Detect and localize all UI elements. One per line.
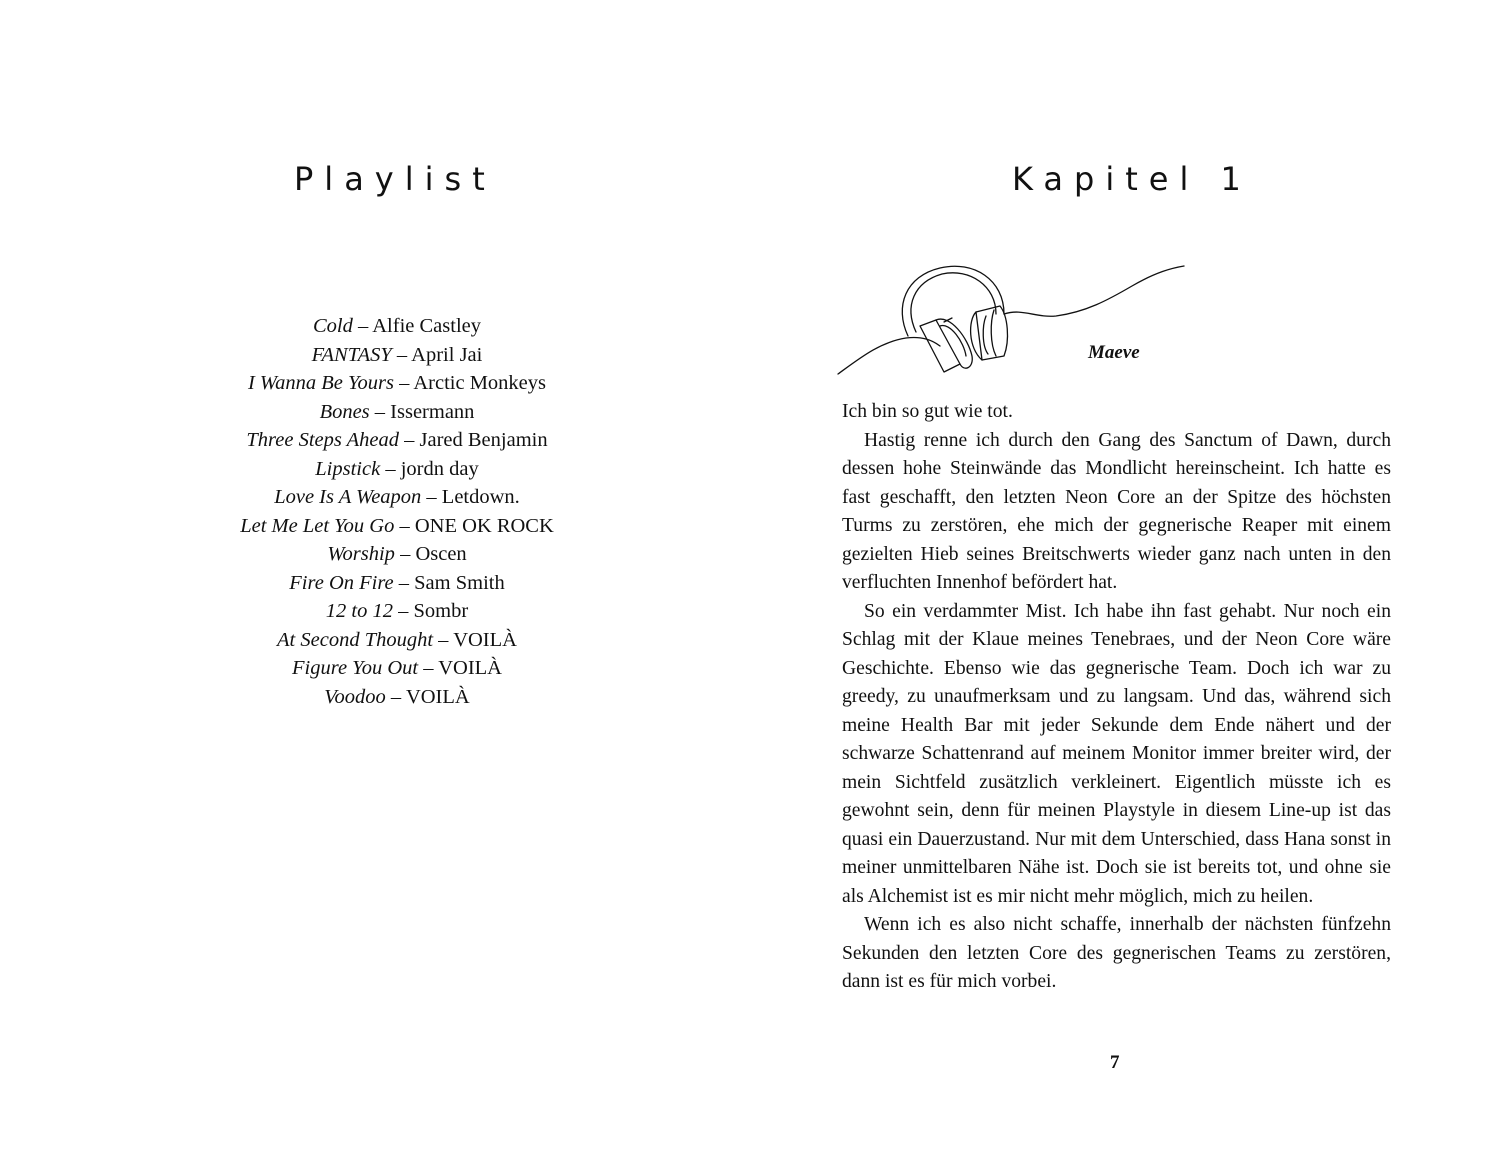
separator: – bbox=[393, 571, 415, 594]
separator: – bbox=[394, 514, 415, 537]
artist-name: Oscen bbox=[415, 543, 467, 565]
song-title: Voodoo bbox=[324, 685, 386, 708]
chapter-title: Kapitel 1 bbox=[1012, 160, 1252, 198]
playlist-item bbox=[90, 369, 704, 398]
separator: – bbox=[421, 486, 442, 508]
song-title: Three Steps Ahead bbox=[246, 429, 399, 451]
separator: – bbox=[393, 372, 414, 394]
playlist-item bbox=[90, 312, 704, 341]
song-title: Lipstick bbox=[315, 457, 381, 480]
chapter-body bbox=[842, 398, 1391, 997]
playlist-item bbox=[90, 398, 704, 427]
artist-name: Alfie Castley bbox=[372, 315, 481, 337]
song-title: Love Is A Weapon bbox=[274, 486, 422, 508]
paragraph: Hastig renne ich durch den Gang des Sanctum of Dawn, durch dessen hohe Steinwände das Mondlicht hereinscheint. Ich hatte es fast geschafft, den letzten Neon Core an der Spitze des höchsten Turms zu zerstören, ehe mich der gegnerische Reaper mit einem gezielten Hieb seines Breitschwerts wieder ganz nach unten in den verfluchten Innenhof befördert hat. bbox=[842, 429, 1391, 593]
artist-name: VOILÀ bbox=[453, 628, 517, 651]
playlist-item bbox=[90, 426, 704, 455]
paragraph: So ein verdammter Mist. Ich habe ihn fast gehabt. Nur noch ein Schlag mit der Klaue meines Tenebraes, und der Neon Core wäre Geschichte. Ebenso wie das gegnerische Team. Doch ich war zu greedy, zu unaufmerksam und zu langsam. Und das, während sich meine Health Bar mit jeder Sekunde dem Ende nähert und der schwarze Schattenrand auf meinem Monitor immer breiter wird, der mein Sichtfeld zusätzlich verkleinert. Eigentlich müsste ich es gewohnt sein, denn für meinen Playstyle in diesem Line-up ist das quasi ein Dauerzustand. Nur mit dem Unterschied, dass Hana sonst in meiner unmittelbaren Nähe ist. Doch sie ist bereits tot, und ohne sie als Alchemist ist es mir nicht mehr möglich, mich zu heilen. bbox=[842, 600, 1391, 907]
paragraph: Ich bin so gut wie tot. bbox=[842, 401, 1013, 422]
separator: – bbox=[391, 343, 412, 366]
playlist-item bbox=[90, 569, 704, 598]
playlist-item bbox=[90, 512, 704, 541]
artist-name: jordn day bbox=[400, 457, 479, 480]
playlist-item bbox=[90, 597, 704, 626]
right-page bbox=[750, 0, 1500, 1167]
separator: – bbox=[352, 315, 373, 337]
separator: – bbox=[369, 400, 391, 423]
separator: – bbox=[433, 628, 454, 651]
pov-name: Maeve bbox=[1088, 342, 1140, 363]
song-title: Fire On Fire bbox=[289, 571, 394, 594]
separator: – bbox=[394, 543, 416, 565]
separator: – bbox=[418, 657, 439, 679]
artist-name: VOILÀ bbox=[438, 657, 502, 679]
playlist-item bbox=[90, 455, 704, 484]
artist-name: Arctic Monkeys bbox=[413, 372, 547, 394]
song-title: Let Me Let You Go bbox=[240, 514, 395, 537]
page-number: 7 bbox=[1110, 1052, 1120, 1073]
song-title: 12 to 12 bbox=[325, 600, 393, 622]
artist-name: April Jai bbox=[411, 343, 483, 366]
song-title: FANTASY bbox=[311, 343, 392, 366]
playlist-item bbox=[90, 626, 704, 655]
separator: – bbox=[399, 429, 420, 451]
artist-name: Issermann bbox=[390, 400, 475, 423]
playlist-title: Playlist bbox=[294, 160, 496, 198]
song-title: Bones bbox=[319, 400, 370, 423]
playlist bbox=[90, 312, 704, 711]
playlist-item bbox=[90, 341, 704, 370]
song-title: Worship bbox=[327, 543, 395, 565]
separator: – bbox=[380, 457, 401, 480]
playlist-item bbox=[90, 683, 704, 712]
song-title: Figure You Out bbox=[292, 657, 419, 679]
song-title: I Wanna Be Yours bbox=[247, 372, 394, 394]
playlist-item bbox=[90, 540, 704, 569]
playlist-item bbox=[90, 483, 704, 512]
paragraph: Wenn ich es also nicht schaffe, innerhalb der nächsten fünfzehn Sekunden den letzten Core des gegnerischen Teams zu zerstören, dann ist es für mich vorbei. bbox=[842, 914, 1391, 992]
separator: – bbox=[385, 685, 406, 708]
song-title: At Second Thought bbox=[277, 628, 434, 651]
artist-name: Jared Benjamin bbox=[419, 429, 548, 451]
song-title: Cold bbox=[313, 315, 353, 337]
artist-name: Sam Smith bbox=[414, 571, 505, 594]
playlist-item bbox=[90, 654, 704, 683]
artist-name: ONE OK ROCK bbox=[414, 514, 554, 537]
artist-name: Letdown. bbox=[441, 486, 520, 508]
separator: – bbox=[393, 600, 414, 622]
artist-name: Sombr bbox=[413, 600, 469, 622]
artist-name: VOILÀ bbox=[405, 685, 470, 708]
